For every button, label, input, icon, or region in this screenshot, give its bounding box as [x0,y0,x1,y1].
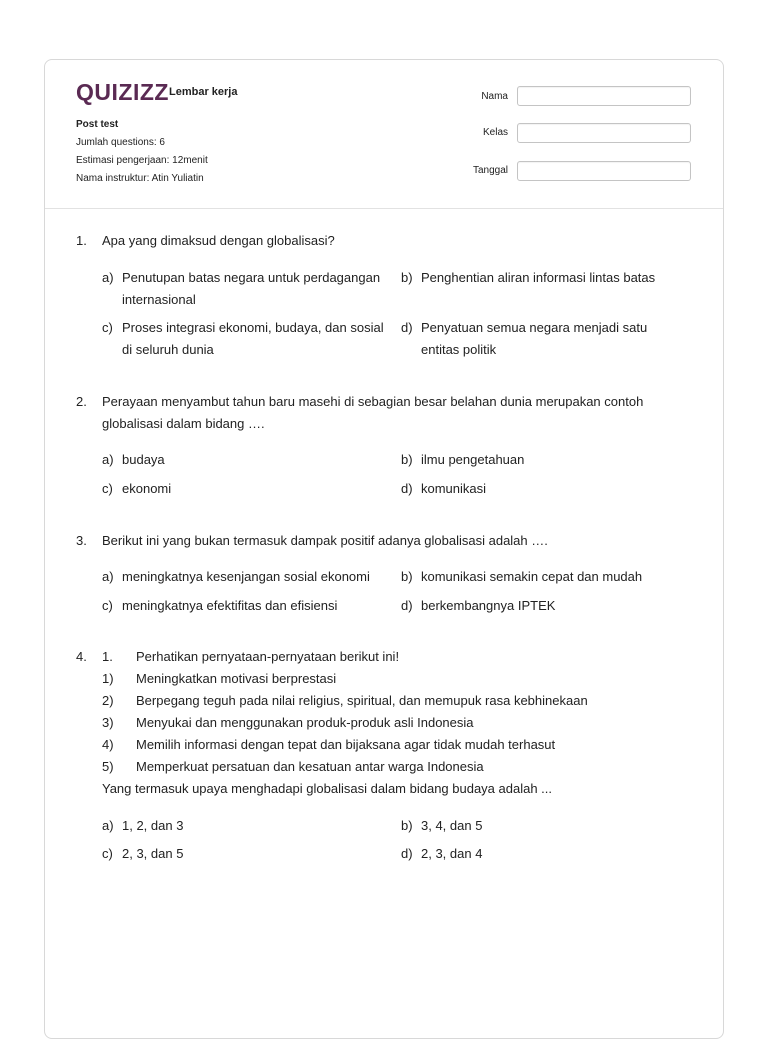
statement-number: 1) [102,671,114,686]
tanggal-field[interactable] [517,161,691,181]
option-label: c) [102,481,113,496]
estimated-time: Estimasi pengerjaan: 12menit [76,155,208,166]
option-text: komunikasi [421,481,487,496]
option-text: berkembangnya IPTEK [421,598,556,613]
option-label: c) [102,846,113,861]
option-label: d) [401,481,413,496]
question-number: 3. [76,533,87,548]
statement-number: 4) [102,737,114,752]
option-label: a) [102,818,114,833]
question-count: Jumlah questions: 6 [76,137,165,148]
statement-number: 2) [102,693,114,708]
header-divider [45,208,723,209]
option-text: Penghentian aliran informasi lintas batas [421,270,656,285]
question-number: 2. [76,394,87,409]
statement-text: Memilih informasi dengan tepat dan bijaksana agar tidak mudah terhasut [136,737,556,752]
option-text: Proses integrasi ekonomi, budaya, dan sosial [122,320,384,335]
option-text: 1, 2, dan 3 [122,818,184,833]
question-number: 1. [76,233,87,248]
quizizz-logo: QUIZIZZ [76,79,169,105]
statement-text: Perhatikan pernyataan-pernyataan berikut ini! [136,649,400,664]
option-text-cont: internasional [122,292,196,307]
option-text-cont: entitas politik [421,342,497,357]
statement-number: 5) [102,759,114,774]
kelas-label: Kelas [482,127,508,138]
option-text: 2, 3, dan 5 [122,846,184,861]
option-text: Penutupan batas negara untuk perdagangan [122,270,381,285]
option-label: b) [401,569,413,584]
question-text-cont: globalisasi dalam bidang …. [102,416,265,431]
statement-number: 1. [102,649,113,664]
option-text-cont: di seluruh dunia [122,342,214,357]
option-text: Penyatuan semua negara menjadi satu [421,320,648,335]
question-text: Apa yang dimaksud dengan globalisasi? [102,233,335,248]
option-label: b) [401,818,413,833]
option-text: ilmu pengetahuan [421,452,525,467]
option-text: 2, 3, dan 4 [421,846,483,861]
option-label: c) [102,598,113,613]
nama-field[interactable] [517,86,691,106]
option-text: 3, 4, dan 5 [421,818,483,833]
option-text: meningkatnya kesenjangan sosial ekonomi [122,569,370,584]
statement-text: Meningkatkan motivasi berprestasi [136,671,337,686]
option-label: c) [102,320,113,335]
question-number: 4. [76,649,87,664]
kelas-field[interactable] [517,123,691,143]
statement-text: Menyukai dan menggunakan produk-produk asli Indonesia [136,715,474,730]
option-text: budaya [122,452,165,467]
option-label: a) [102,569,114,584]
nama-label: Nama [481,91,508,102]
option-label: b) [401,452,413,467]
statement-number: 3) [102,715,114,730]
tanggal-label: Tanggal [472,165,508,176]
test-title: Post test [76,119,119,130]
option-label: d) [401,598,413,613]
option-label: a) [102,452,114,467]
instructor-name: Nama instruktur: Atin Yuliatin [76,173,204,184]
option-label: b) [401,270,413,285]
worksheet-label: Lembar kerja [169,86,238,98]
question-text: Yang termasuk upaya menghadapi globalisasi dalam bidang budaya adalah ... [102,781,553,796]
option-text: ekonomi [122,481,172,496]
option-text: meningkatnya efektifitas dan efisiensi [122,598,338,613]
option-label: d) [401,320,413,335]
question-text: Berikut ini yang bukan termasuk dampak positif adanya globalisasi adalah …. [102,533,548,548]
statement-text: Memperkuat persatuan dan kesatuan antar warga Indonesia [136,759,484,774]
question-text: Perayaan menyambut tahun baru masehi di sebagian besar belahan dunia merupakan contoh [102,394,644,409]
option-text: komunikasi semakin cepat dan mudah [421,569,643,584]
option-label: d) [401,846,413,861]
option-label: a) [102,270,114,285]
statement-text: Berpegang teguh pada nilai religius, spiritual, dan memupuk rasa kebhinekaan [136,693,588,708]
